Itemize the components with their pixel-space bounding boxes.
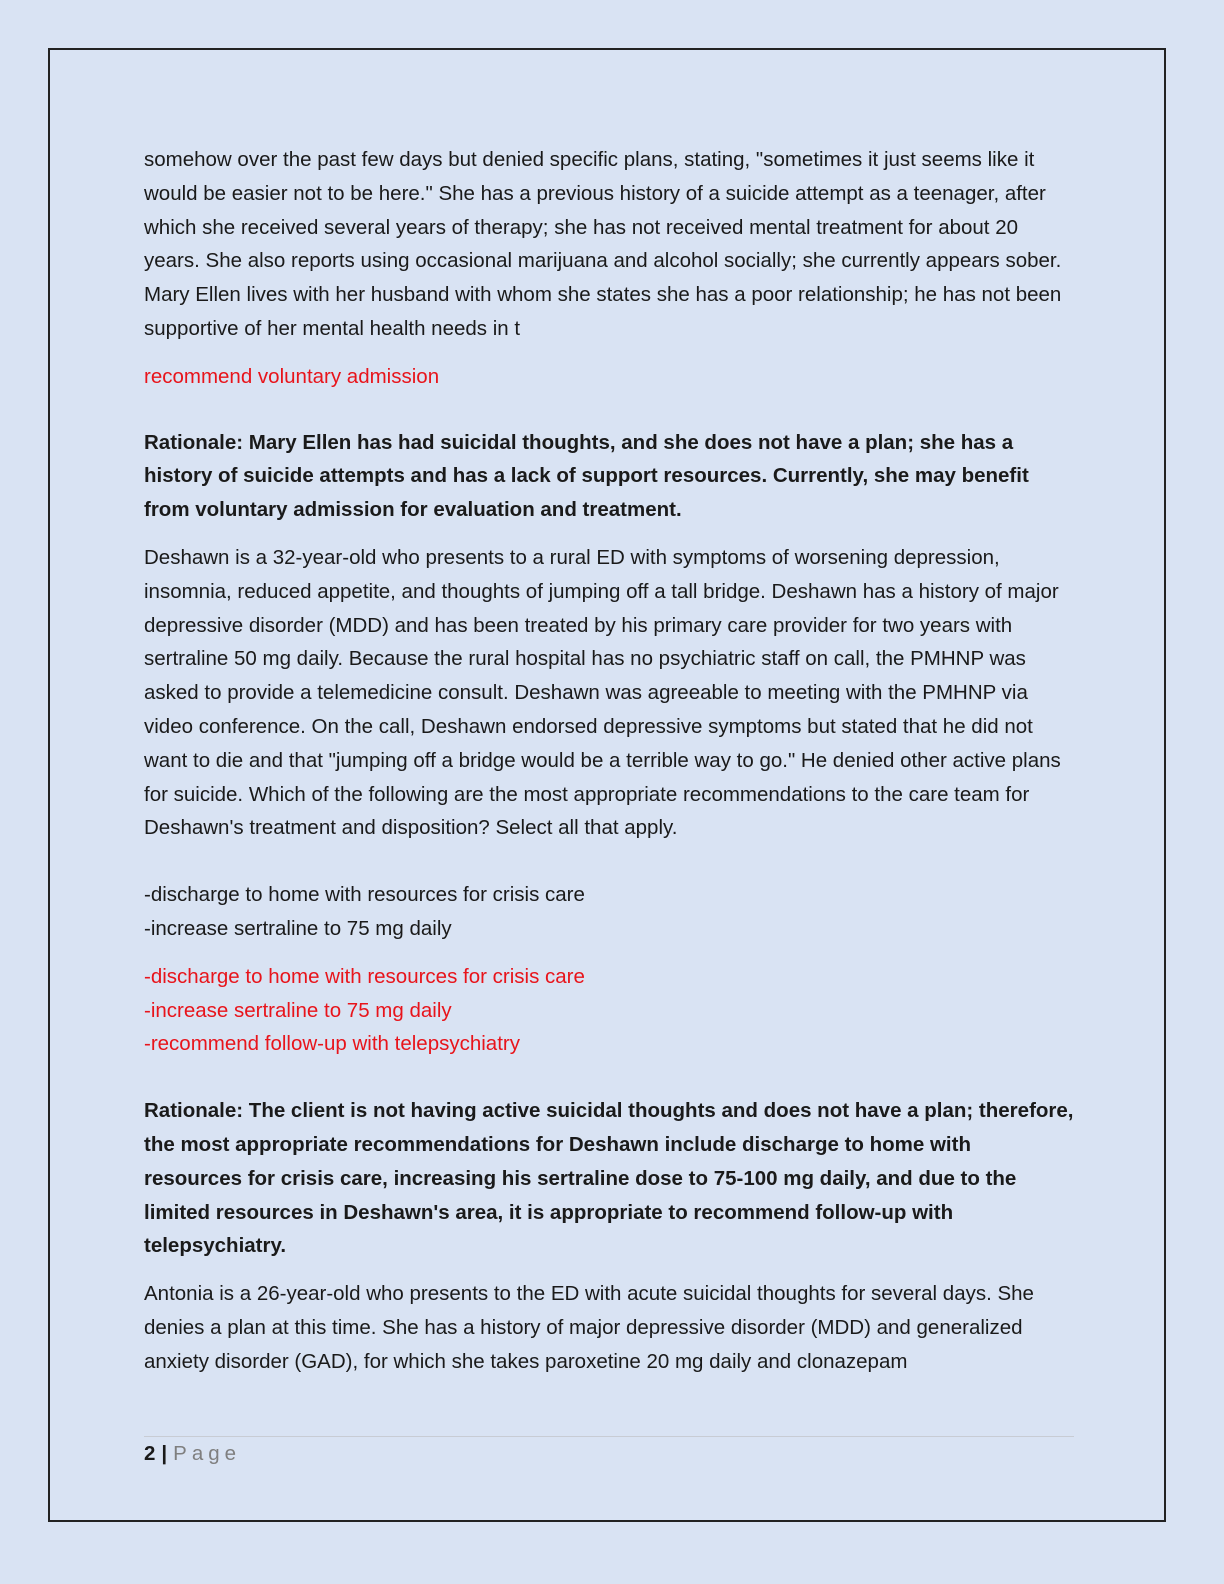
answer-1: recommend voluntary admission: [144, 364, 440, 388]
answer-item: -increase sertraline to 75 mg daily: [144, 998, 452, 1022]
option-item: -increase sertraline to 75 mg daily: [144, 916, 452, 940]
footer-separator: |: [161, 1442, 168, 1465]
page-label: Page: [173, 1442, 242, 1465]
document-body: [144, 143, 1074, 1379]
page-number: 2: [144, 1442, 156, 1465]
answers-list: [144, 960, 1074, 1061]
footer-divider: [144, 1436, 1074, 1437]
page-footer: [144, 1441, 241, 1467]
options-list: [144, 878, 1074, 946]
rationale-2: Rationale: The client is not having active suicidal thoughts and does not have a plan; therefore, the most appropriate recommendations for Deshawn include discharge to home with resources for crisis care, increasing his sertraline dose to 75-100 mg daily, and due to the limited resources in Deshawn's area, it is appropriate to recommend follow-up with telepsychiatry.: [144, 1099, 1074, 1258]
question-antonia: Antonia is a 26-year-old who presents to the ED with acute suicidal thoughts for several days. She denies a plan at this time. She has a history of major depressive disorder (MDD) and generalized anxiety disorder (GAD), for which she takes paroxetine 20 mg daily and clonazepam: [144, 1282, 1034, 1373]
paragraph-case-mary-ellen: somehow over the past few days but denied specific plans, stating, "sometimes it just seems like it would be easier not to be here." She has a previous history of a suicide attempt as a teenager, after which she received several years of therapy; she has not received mental treatment for about 20 years. She also reports using occasional marijuana and alcohol socially; she currently appears sober. Mary Ellen lives with her husband with whom she states she has a poor relationship; he has not been supportive of her mental health needs in t: [144, 148, 1062, 340]
question-deshawn: Deshawn is a 32-year-old who presents to a rural ED with symptoms of worsening depression, insomnia, reduced appetite, and thoughts of jumping off a tall bridge. Deshawn has a history of major depressive disorder (MDD) and has been treated by his primary care provider for two years with sertraline 50 mg daily. Because the rural hospital has no psychiatric staff on call, the PMHNP was asked to provide a telemedicine consult. Deshawn was agreeable to meeting with the PMHNP via video conference. On the call, Deshawn endorsed depressive symptoms but stated that he did not want to die and that "jumping off a bridge would be a terrible way to go." He denied other active plans for suicide. Which of the following are the most appropriate recommendations to the care team for Deshawn's treatment and disposition? Select all that apply.: [144, 545, 1061, 840]
answer-item: -discharge to home with resources for crisis care: [144, 964, 585, 988]
answer-item: -recommend follow-up with telepsychiatry: [144, 1032, 520, 1056]
option-item: -discharge to home with resources for crisis care: [144, 883, 585, 907]
rationale-1: Rationale: Mary Ellen has had suicidal thoughts, and she does not have a plan; she has a history of suicide attempts and has a lack of support resources. Currently, she may benefit from voluntary admission for evaluation and treatment.: [144, 430, 1029, 522]
